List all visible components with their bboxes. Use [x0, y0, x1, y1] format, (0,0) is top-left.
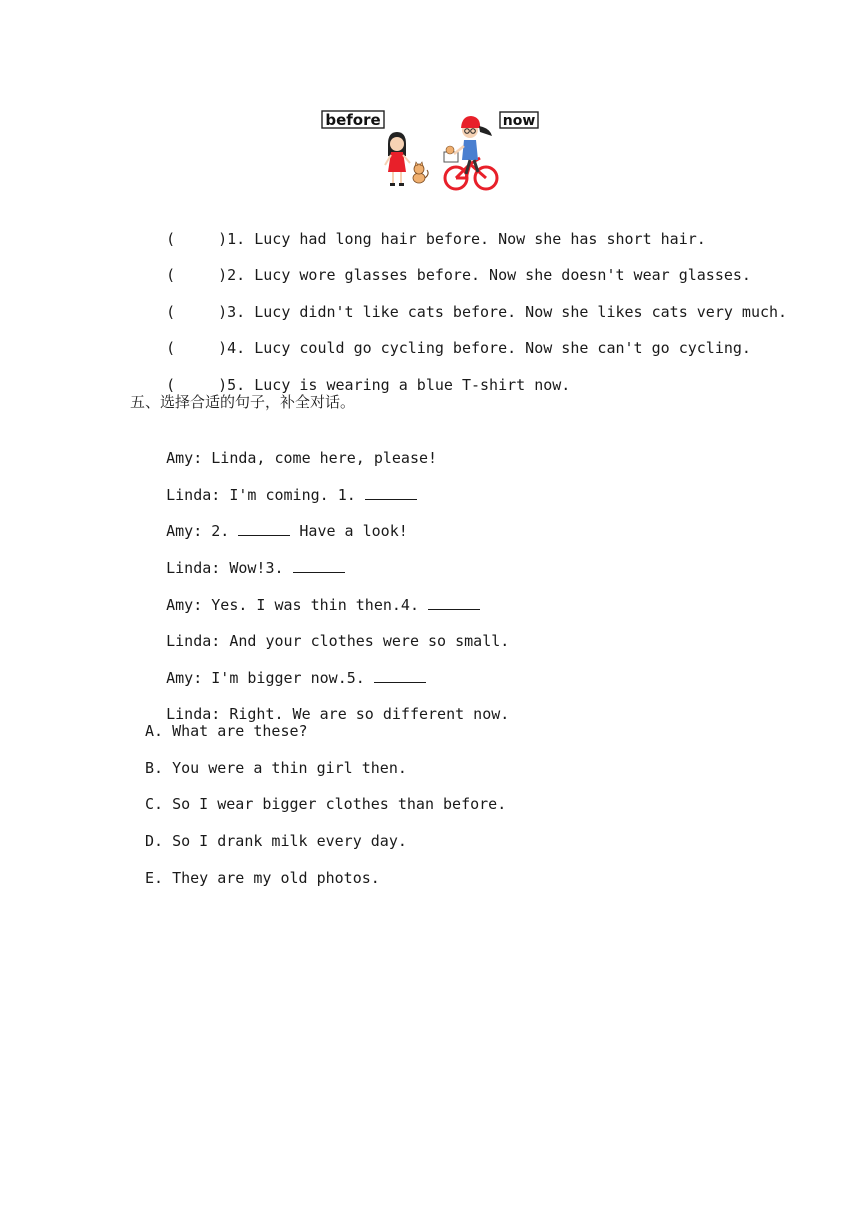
answer-blank-2[interactable] [238, 521, 290, 536]
dialogue-text: Linda: And your clothes were so small. [166, 632, 510, 650]
answer-bracket[interactable]: ( [166, 230, 176, 248]
judgement-text: )3. Lucy didn't like cats before. Now she likes cats very much. [218, 303, 788, 321]
answer-bracket[interactable]: ( [166, 376, 176, 394]
judgement-text: )5. Lucy is wearing a blue T-shirt now. [218, 376, 571, 394]
option-a: A. What are these? [145, 722, 308, 740]
judgement-text: )1. Lucy had long hair before. Now she has short hair. [218, 230, 706, 248]
cat-icon [413, 162, 428, 183]
answer-blank-5[interactable] [374, 668, 426, 683]
answer-blank-4[interactable] [428, 595, 480, 610]
answer-blank-3[interactable] [293, 558, 345, 573]
dialogue-text: Linda: Right. We are so different now. [166, 705, 510, 723]
answer-bracket[interactable]: ( [166, 303, 176, 321]
option-c: C. So I wear bigger clothes than before. [145, 795, 507, 813]
option-b: B. You were a thin girl then. [145, 759, 407, 777]
illustration-svg [320, 108, 544, 194]
dialogue-text: Linda: I'm coming. 1. [166, 486, 365, 504]
answer-bracket[interactable]: ( [166, 266, 176, 284]
judgement-text: )4. Lucy could go cycling before. Now she can't go cycling. [218, 339, 751, 357]
judgement-text: )2. Lucy wore glasses before. Now she doesn't wear glasses. [218, 266, 751, 284]
answer-blank-1[interactable] [365, 485, 417, 500]
dialogue-text-after: Have a look! [290, 522, 408, 540]
section-5-title: 五、选择合适的句子，补全对话。 [130, 393, 356, 411]
option-d: D. So I drank milk every day. [145, 832, 407, 850]
answer-bracket[interactable]: ( [166, 339, 176, 357]
before-label: before [325, 111, 381, 129]
dialogue-text: Amy: Yes. I was thin then.4. [166, 596, 429, 614]
dialogue-text: Linda: Wow!3. [166, 559, 293, 577]
dialogue-text: Amy: I'm bigger now.5. [166, 669, 374, 687]
dialogue-text: Amy: 2. [166, 522, 239, 540]
option-e: E. They are my old photos. [145, 869, 380, 887]
before-girl-icon [385, 132, 410, 186]
now-girl-cycling-icon [444, 116, 497, 189]
before-now-illustration [320, 108, 544, 194]
dialogue-text: Amy: Linda, come here, please! [166, 449, 438, 467]
now-label: now [502, 113, 536, 129]
